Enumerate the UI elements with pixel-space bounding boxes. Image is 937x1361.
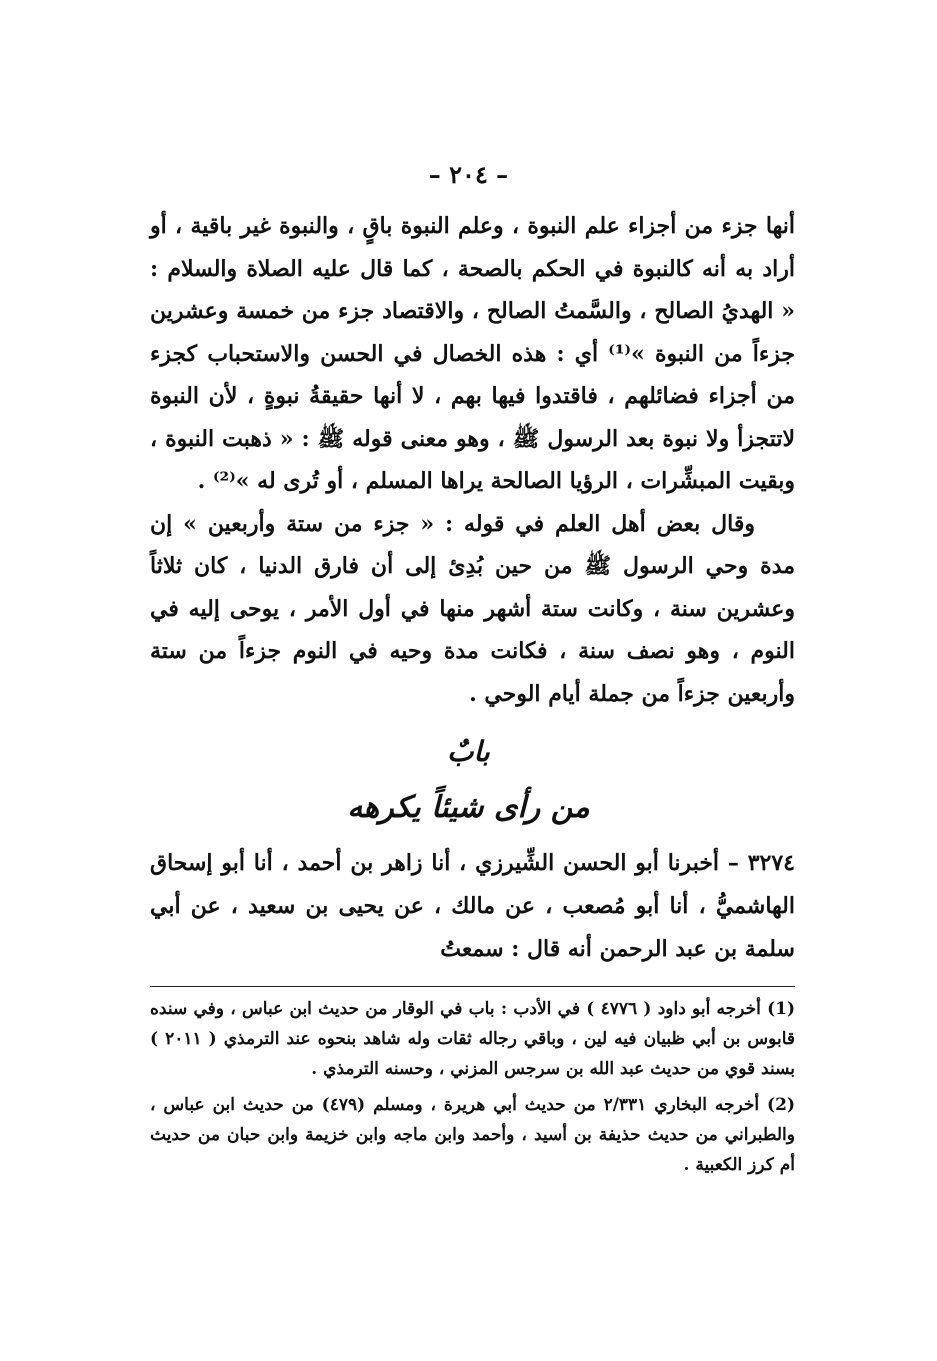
footnote-divider [150, 986, 795, 987]
hadith-text [150, 842, 795, 971]
page-number: – ٢٠٤ – [428, 160, 509, 189]
paragraph: أنها جزء من أجزاء علم النبوة ، وعلم النبوة باقٍ ، والنبوة غير باقية ، أو أراد به أنه كالنبوة في الحكم بالصحة ، كما قال عليه الصلاة والسلام : « الهديُ الصالح ، والسَّمتُ الصالح ، والاقتصاد جزء من خمسة وعشرين جزءاً من النبوة »⁽¹⁾ أي : هذه الخصال في الحسن والاستحباب كجزء من أجزاء فضائلهم ، فاقتدوا فيها بهم ، لا أنها حقيقةُ نبوةٍ ، لأن النبوة لاتتجزأ ولا نبوة بعد الرسول ﷺ ، وهو معنى قوله ﷺ : « ذهبت النبوة ، وبقيت المبشِّرات ، الرؤيا الصالحة يراها المسلم ، أو تُرى له »⁽²⁾ . [150, 213, 795, 494]
footnote-1: (1) أخرجه أبو داود ( ٤٧٧٦ ) في الأدب : باب في الوقار من حديث ابن عباس ، وفي سنده قابوس بن أبي ظبيان فيه لين ، وباقي رجاله ثقات وله شاهد بنحوه عند الترمذي ( ٢٠١١ ) بسند قوي من حديث عبد الله بن سرجس المزني ، وحسنه الترمذي . [150, 999, 796, 1079]
chapter-title: من رأى شيئاً يكرهه [347, 790, 590, 825]
chapter-label: بابٌ [447, 735, 490, 768]
footnote-2: (2) أخرجه البخاري ٢/٣٣١ من حديث أبي هريرة ، ومسلم (٤٧٩) من حديث ابن عباس ، والطبراني من حديث حذيفة بن أسيد ، وأحمد وابن ماجه وابن خزيمة وابن حبان من حديث أم كرز الكعبية . [150, 1095, 795, 1175]
main-text [150, 205, 795, 715]
footnotes [150, 994, 795, 1180]
hadith-paragraph: ٣٢٧٤ – أخبرنا أبو الحسن الشِّيرزي ، أنا زاهر بن أحمد ، أنا أبو إسحاق الهاشميُّ ، أنا أبو مُصعب ، عن مالك ، عن يحيى بن سعيد ، عن أبي سلمة بن عبد الرحمن أنه قال : سمعتُ [150, 850, 795, 962]
paragraph: وقال بعض أهل العلم في قوله : « جزء من ستة وأربعين » إن مدة وحي الرسول ﷺ من حين بُدِئ إلى أن فارق الدنيا ، كان ثلاثاً وعشرين سنة ، وكانت ستة أشهر منها في أول الأمر ، يوحى إليه في النوم ، وهو نصف سنة ، فكانت مدة وحيه في النوم جزءاً من ستة وأربعين جزءاً من جملة أيام الوحي . [150, 510, 795, 707]
